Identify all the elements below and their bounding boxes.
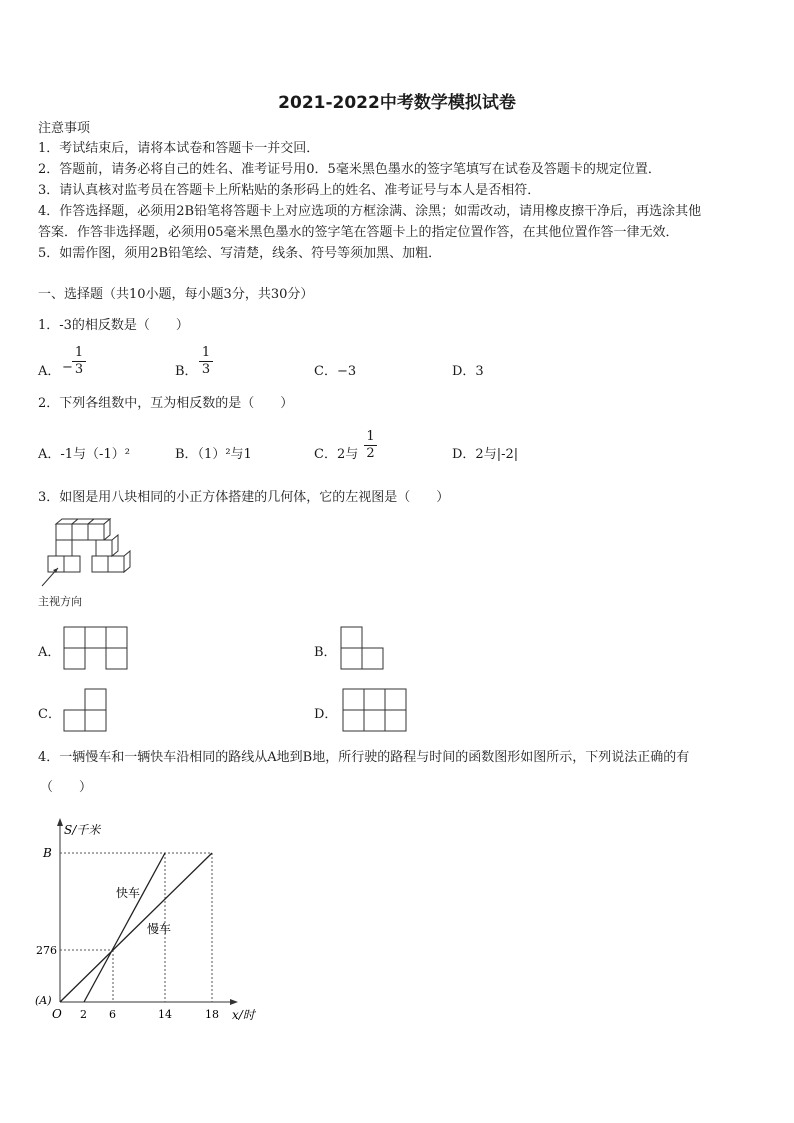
q3-stem: 3．如图是用八块相同的小正方体搭建的几何体，它的左视图是（ ） (38, 490, 450, 505)
fraction-denominator: 3 (201, 362, 211, 377)
q2-option-c-fraction (364, 430, 377, 461)
q2-option-a: A．-1与（-1）² (38, 447, 130, 462)
q1-option-a-fraction (72, 346, 86, 377)
x-tick-2: 2 (80, 1008, 87, 1021)
note-item-4-cont: 答案．作答非选择题，必须用05毫米黑色墨水的签字笔在答题卡上的指定位置作答，在其他位置作答一律无效． (38, 225, 679, 240)
series-label-fast: 快车 (116, 886, 141, 900)
y-axis-arrow (57, 818, 63, 826)
q3-cube-figure (36, 518, 146, 590)
q2-option-b: B．（1）²与1 (175, 447, 252, 462)
q1-stem: 1．-3的相反数是（ ） (38, 318, 189, 333)
q1-option-c: C．−3 (314, 364, 357, 379)
fraction-numerator: 1 (366, 429, 375, 444)
y-axis-label: S/千米 (64, 823, 101, 837)
y-tick-b: B (43, 846, 52, 860)
q3-option-a-label: A． (38, 645, 61, 660)
x-tick-14: 14 (158, 1008, 172, 1021)
q1-option-b-fraction (199, 346, 213, 377)
q4-stem: 4．一辆慢车和一辆快车沿相同的路线从A地到B地，所行驶的路程与时间的函数图形如图所示，下列说法正确的有 (38, 750, 690, 765)
notes-heading: 注意事项 (38, 121, 91, 136)
y-tick-276: 276 (36, 944, 57, 957)
origin-label: O (52, 1007, 62, 1021)
fraction-denominator: 3 (74, 362, 84, 377)
q3-view-direction-label: 主视方向 (38, 595, 82, 608)
note-item-2: 2．答题前，请务必将自己的姓名、准考证号用0．5毫米黑色墨水的签字笔填写在试卷及答题卡的规定位置． (38, 162, 661, 177)
q3-option-a-view (63, 626, 131, 670)
series-label-slow: 慢车 (147, 922, 172, 936)
q3-option-d-label: D． (314, 707, 338, 722)
q2-option-d: D．2与|-2| (452, 447, 519, 462)
exam-title: 2021-2022中考数学模拟试卷 (278, 93, 516, 113)
note-item-4: 4．作答选择题，必须用2B铅笔将答题卡上对应选项的方框涂满、涂黑；如需改动，请用橡皮擦干净后，再选涂其他 (38, 204, 702, 219)
note-item-1: 1．考试结束后，请将本试卷和答题卡一并交回． (38, 141, 320, 156)
q4-distance-time-chart (30, 815, 260, 1030)
x-axis-label: x/时 (232, 1008, 255, 1022)
fraction-numerator: 1 (74, 345, 84, 360)
x-tick-6: 6 (109, 1008, 116, 1021)
origin-a-label: (A) (35, 994, 52, 1007)
q1-option-a-sign: − (62, 360, 73, 375)
q3-option-c-label: C． (38, 707, 61, 722)
q2-option-c-text: C．2与 (314, 447, 359, 462)
series-line-slow (60, 853, 212, 1002)
fraction-denominator: 2 (366, 446, 375, 461)
note-item-5: 5．如需作图，须用2B铅笔绘、写清楚，线条、符号等须加黑、加粗． (38, 246, 442, 261)
q2-stem: 2．下列各组数中，互为相反数的是（ ） (38, 396, 294, 411)
x-tick-18: 18 (205, 1008, 219, 1021)
q1-option-d: D．3 (452, 364, 484, 379)
q1-option-a-label: A． (38, 364, 61, 379)
x-axis-arrow (230, 999, 238, 1005)
q4-answer-paren: （ ） (40, 780, 93, 795)
q3-option-c-view (63, 688, 111, 732)
q1-option-b-label: B． (175, 364, 198, 379)
q3-option-b-view (340, 626, 388, 670)
section-header: 一、选择题（共10小题，每小题3分，共30分） (38, 287, 314, 302)
fraction-numerator: 1 (201, 345, 211, 360)
q3-option-d-view (342, 688, 410, 732)
note-item-3: 3．请认真核对监考员在答题卡上所粘贴的条形码上的姓名、准考证号与本人是否相符． (38, 183, 541, 198)
q3-option-b-label: B． (314, 645, 337, 660)
